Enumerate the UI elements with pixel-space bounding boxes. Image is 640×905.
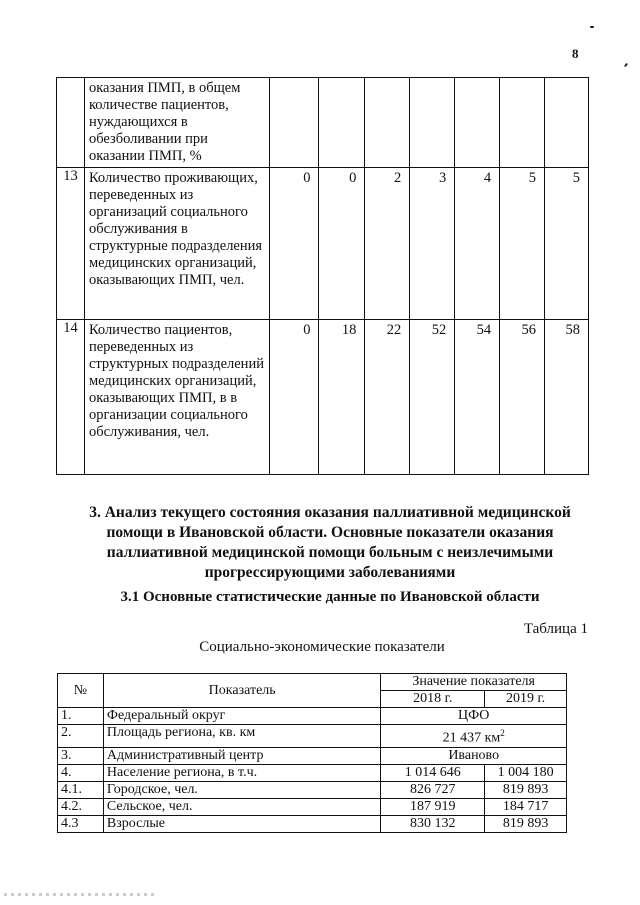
row-number: 3. bbox=[58, 747, 104, 764]
row-number: 4.3 bbox=[58, 815, 104, 832]
header-year-2018: 2018 г. bbox=[381, 691, 485, 708]
value-2019: 819 893 bbox=[485, 781, 567, 798]
socio-economic-table bbox=[57, 673, 567, 833]
indicators-table-continued bbox=[56, 77, 589, 475]
value-2018: 826 727 bbox=[381, 781, 485, 798]
value-cell bbox=[455, 78, 500, 168]
value-cell bbox=[319, 78, 365, 168]
row-indicator: Административный центр bbox=[103, 747, 380, 764]
area-unit-superscript: 2 bbox=[500, 728, 505, 738]
value-cell: 5 bbox=[545, 168, 589, 320]
table-label: Таблица 1 bbox=[523, 621, 588, 637]
value-cell: 0 bbox=[269, 320, 319, 475]
table-row bbox=[57, 78, 589, 168]
value-cell: 4 bbox=[455, 168, 500, 320]
merged-value: ЦФО bbox=[381, 708, 567, 725]
header-value-group: Значение показателя bbox=[381, 674, 567, 691]
row-label: Количество пациентов, переведенных из структурных подразделений медицинских организаций, оказывающих ПМП, в в организации социального обслуживания, чел. bbox=[84, 320, 269, 475]
value-cell: 0 bbox=[269, 168, 319, 320]
value-cell: 18 bbox=[319, 320, 365, 475]
value-cell: 5 bbox=[500, 168, 545, 320]
row-number bbox=[57, 78, 85, 168]
value-cell: 0 bbox=[319, 168, 365, 320]
table-row bbox=[58, 764, 567, 781]
row-number: 4.2. bbox=[58, 798, 104, 815]
row-number: 1. bbox=[58, 708, 104, 725]
table-row bbox=[58, 708, 567, 725]
value-cell: 56 bbox=[500, 320, 545, 475]
section-heading: 3. Анализ текущего состояния оказания паллиативной медицинской помощи в Ивановской области. Основные показатели оказания паллиативной медицинской помощи больным с неизлечимыми прогрессирующими заболеваниями bbox=[89, 504, 571, 581]
header-year-2019: 2019 г. bbox=[485, 691, 567, 708]
area-value: 21 437 км bbox=[442, 730, 501, 746]
value-cell: 52 bbox=[410, 320, 455, 475]
value-2018: 1 014 646 bbox=[381, 764, 485, 781]
row-indicator: Взрослые bbox=[103, 815, 380, 832]
header-row bbox=[58, 674, 567, 691]
row-number: 4.1. bbox=[58, 781, 104, 798]
value-cell bbox=[365, 78, 410, 168]
value-cell: 3 bbox=[410, 168, 455, 320]
value-cell: 54 bbox=[455, 320, 500, 475]
table-row bbox=[57, 168, 589, 320]
value-cell bbox=[500, 78, 545, 168]
header-num: № bbox=[58, 674, 104, 708]
subsection-heading: 3.1 Основные статистические данные по Ивановской области bbox=[120, 589, 540, 605]
row-number: 14 bbox=[57, 320, 85, 475]
value-2018: 830 132 bbox=[381, 815, 485, 832]
scan-noise bbox=[4, 893, 154, 896]
value-cell bbox=[410, 78, 455, 168]
table-row bbox=[58, 747, 567, 764]
value-2019: 184 717 bbox=[485, 798, 567, 815]
value-2019: 1 004 180 bbox=[485, 764, 567, 781]
page-number: 8 bbox=[572, 46, 579, 61]
table-row bbox=[58, 781, 567, 798]
merged-value: Иваново bbox=[381, 747, 567, 764]
value-cell: 2 bbox=[365, 168, 410, 320]
value-2019: 819 893 bbox=[485, 815, 567, 832]
table-row bbox=[58, 725, 567, 748]
row-number: 13 bbox=[57, 168, 85, 320]
value-cell bbox=[269, 78, 319, 168]
row-number: 4. bbox=[58, 764, 104, 781]
table-row bbox=[58, 798, 567, 815]
row-label: оказания ПМП, в общем количестве пациентов, нуждающихся в обезболивании при оказании ПМП, % bbox=[84, 78, 269, 168]
value-2018: 187 919 bbox=[381, 798, 485, 815]
row-label: Количество проживающих, переведенных из организаций социального обслуживания в структурные подразделения медицинских организаций, оказывающих ПМП, чел. bbox=[84, 168, 269, 320]
merged-value bbox=[381, 725, 567, 748]
row-indicator: Федеральный округ bbox=[103, 708, 380, 725]
value-cell: 22 bbox=[365, 320, 410, 475]
scan-mark bbox=[590, 26, 594, 28]
row-indicator: Сельское, чел. bbox=[103, 798, 380, 815]
scan-mark bbox=[624, 63, 628, 67]
table-title: Социально-экономические показатели bbox=[199, 639, 445, 655]
value-cell bbox=[545, 78, 589, 168]
row-indicator: Городское, чел. bbox=[103, 781, 380, 798]
value-cell: 58 bbox=[545, 320, 589, 475]
table-row bbox=[57, 320, 589, 475]
row-indicator: Население региона, в т.ч. bbox=[103, 764, 380, 781]
header-indicator: Показатель bbox=[103, 674, 380, 708]
row-indicator: Площадь региона, кв. км bbox=[103, 725, 380, 748]
table-row bbox=[58, 815, 567, 832]
row-number: 2. bbox=[58, 725, 104, 748]
